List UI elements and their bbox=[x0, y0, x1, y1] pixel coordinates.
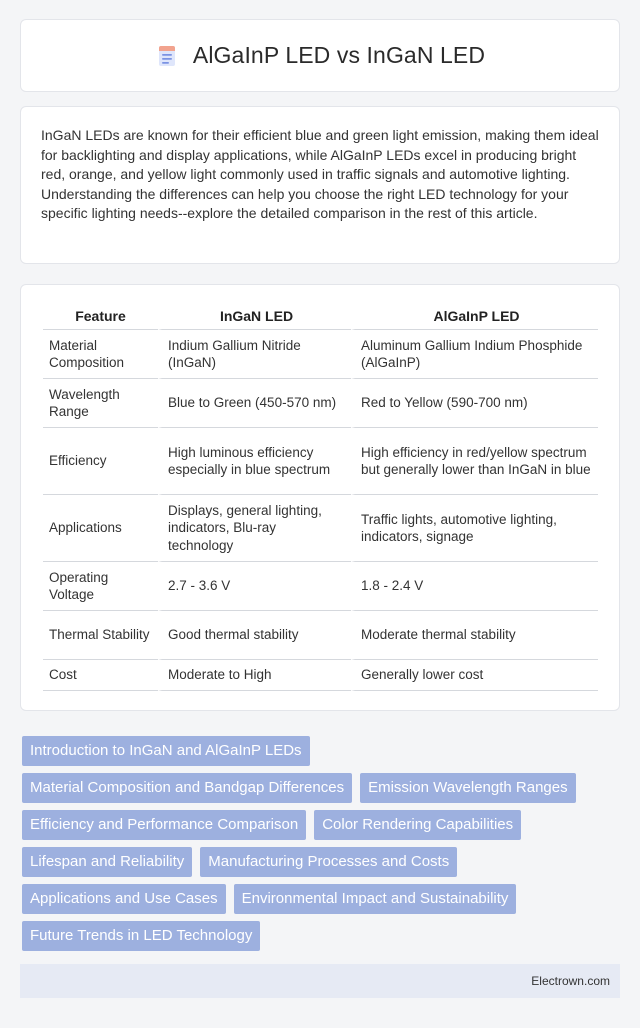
algainp-cell: Traffic lights, automotive lighting, indicators, signage bbox=[351, 495, 598, 562]
comparison-table bbox=[43, 303, 598, 691]
intro-text: InGaN LEDs are known for their efficient blue and green light emission, making them ideal for backlighting and display applications, while AlGaInP LEDs excel in producing bright red, orange, and yellow light commonly used in traffic signals and automotive lighting. Understanding the differences can help you choose the right LED technology for your specific lighting needs--explore the detailed comparison in the rest of this article. bbox=[41, 127, 599, 222]
table-row bbox=[43, 495, 598, 562]
algainp-cell: Aluminum Gallium Indium Phosphide (AlGaInP) bbox=[351, 330, 598, 379]
ingan-cell: Good thermal stability bbox=[158, 611, 351, 660]
algainp-cell: Red to Yellow (590-700 nm) bbox=[351, 379, 598, 428]
tag-future-trends[interactable]: Future Trends in LED Technology bbox=[22, 921, 260, 951]
header-feature: Feature bbox=[43, 303, 158, 330]
table-row bbox=[43, 611, 598, 660]
algainp-cell: High efficiency in red/yellow spectrum but generally lower than InGaN in blue bbox=[351, 428, 598, 495]
table-row bbox=[43, 330, 598, 379]
header-card bbox=[20, 19, 620, 92]
algainp-cell: 1.8 - 2.4 V bbox=[351, 562, 598, 611]
header-inner bbox=[155, 42, 485, 69]
header-ingan: InGaN LED bbox=[158, 303, 351, 330]
table-row bbox=[43, 428, 598, 495]
feature-cell: Thermal Stability bbox=[43, 611, 158, 660]
feature-cell: Efficiency bbox=[43, 428, 158, 495]
tag-emission-wavelength[interactable]: Emission Wavelength Ranges bbox=[360, 773, 576, 803]
table-row bbox=[43, 379, 598, 428]
tag-environmental-impact[interactable]: Environmental Impact and Sustainability bbox=[234, 884, 517, 914]
footer-site: Electrown.com bbox=[531, 974, 610, 988]
feature-cell: Cost bbox=[43, 660, 158, 691]
ingan-cell: 2.7 - 3.6 V bbox=[158, 562, 351, 611]
tag-efficiency[interactable]: Efficiency and Performance Comparison bbox=[22, 810, 306, 840]
tag-manufacturing[interactable]: Manufacturing Processes and Costs bbox=[200, 847, 457, 877]
tag-color-rendering[interactable]: Color Rendering Capabilities bbox=[314, 810, 521, 840]
comparison-table-card bbox=[20, 284, 620, 711]
algainp-cell: Moderate thermal stability bbox=[351, 611, 598, 660]
tag-introduction[interactable]: Introduction to InGaN and AlGaInP LEDs bbox=[22, 736, 310, 766]
feature-cell: Wavelength Range bbox=[43, 379, 158, 428]
document-icon bbox=[155, 44, 179, 68]
table-header-row bbox=[43, 303, 598, 330]
intro-card bbox=[20, 106, 620, 264]
algainp-cell: Generally lower cost bbox=[351, 660, 598, 691]
ingan-cell: Moderate to High bbox=[158, 660, 351, 691]
footer bbox=[20, 964, 620, 998]
header-algainp: AlGaInP LED bbox=[351, 303, 598, 330]
tag-material-composition[interactable]: Material Composition and Bandgap Differences bbox=[22, 773, 352, 803]
ingan-cell: Blue to Green (450-570 nm) bbox=[158, 379, 351, 428]
topic-tags bbox=[22, 736, 622, 951]
feature-cell: Applications bbox=[43, 495, 158, 562]
tag-lifespan[interactable]: Lifespan and Reliability bbox=[22, 847, 192, 877]
tag-applications[interactable]: Applications and Use Cases bbox=[22, 884, 226, 914]
table-row bbox=[43, 660, 598, 691]
feature-cell: Operating Voltage bbox=[43, 562, 158, 611]
ingan-cell: High luminous efficiency especially in blue spectrum bbox=[158, 428, 351, 495]
table-row bbox=[43, 562, 598, 611]
ingan-cell: Displays, general lighting, indicators, Blu-ray technology bbox=[158, 495, 351, 562]
ingan-cell: Indium Gallium Nitride (InGaN) bbox=[158, 330, 351, 379]
page-title: AlGaInP LED vs InGaN LED bbox=[192, 42, 486, 68]
feature-cell: Material Composition bbox=[43, 330, 158, 379]
